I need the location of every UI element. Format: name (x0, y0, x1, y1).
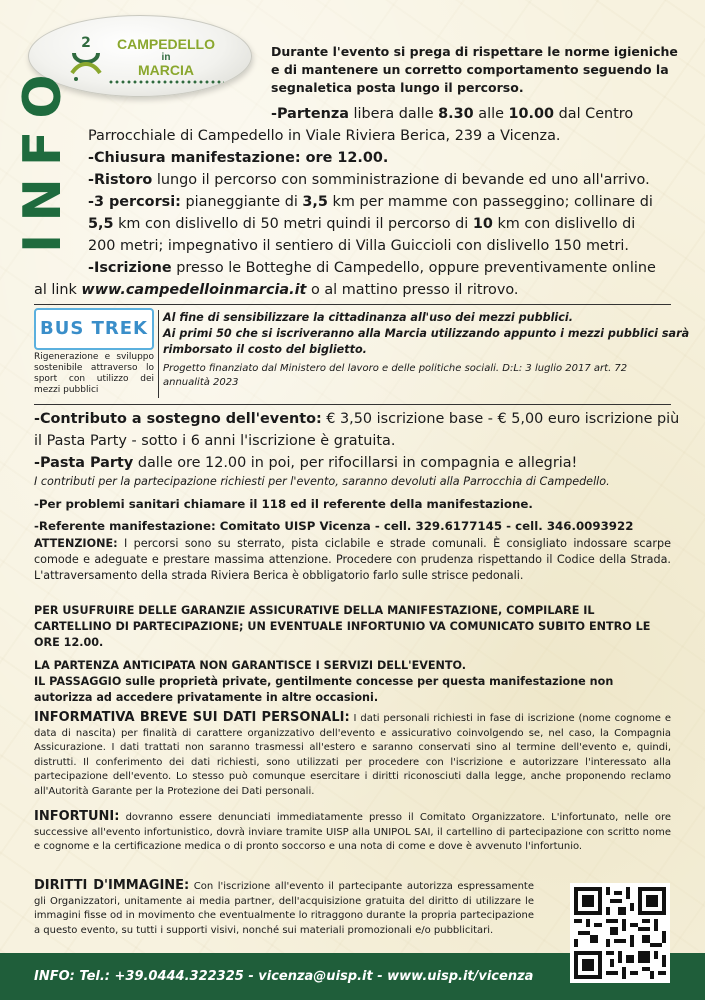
footer-contacts: INFO: Tel.: +39.0444.322325 - vicenza@uisp.it - www.uisp.it/vicenza (34, 969, 534, 984)
intro-line-2: e di mantenere un corretto comportamento seguendo la (271, 62, 669, 77)
iscrizione-text: presso le Botteghe di Campedello, oppure preventivamente online (171, 260, 656, 276)
percorsi-text-c: km con dislivello di 50 metri quindi il percorso di (113, 216, 473, 232)
referente-line: -Referente manifestazione: Comitato UISP Vicenza - cell. 329.6177145 - cell. 346.0093922 (34, 519, 634, 533)
chiusura-line: -Chiusura manifestazione: ore 12.00. (88, 150, 389, 166)
bustrek-note: Progetto finanziato dal Ministero del lavoro e delle politiche sociali. D:L: 3 luglio 2017 art. 72 annualità 2023 (163, 363, 628, 388)
contributo-line-1 (34, 408, 679, 431)
ristoro-text: lungo il percorso con somministrazione di bevande ed uno all'arrivo. (152, 172, 650, 188)
qr-code-icon (574, 887, 666, 979)
iscrizione-line-1 (88, 257, 656, 280)
bustrek-logo (34, 308, 154, 350)
percorsi-line-3: 200 metri; impegnativo il sentiero di Villa Guiccioli con dislivello 150 metri. (88, 238, 629, 254)
intro-line-1: Durante l'evento si prega di rispettare le norme igieniche (271, 44, 678, 59)
passaggio-block: IL PASSAGGIO sulle proprietà private, gentilmente concesse per questa manifestazione non autorizza ad accedere privatamente in altre occasioni. (34, 675, 614, 704)
informativa-block (34, 711, 671, 800)
bustrek-caption: Rigenerazione e sviluppo sostenibile attraverso lo sport con utilizzo dei mezzi pubblici (34, 352, 154, 395)
percorsi-line-2 (88, 213, 635, 236)
divider-bottom (34, 404, 671, 405)
partenza-line (271, 103, 633, 126)
logo-dots (108, 80, 224, 84)
attenzione-block (34, 536, 671, 584)
bustrek-line-1: Al fine di sensibilizzare la cittadinanza all'uso dei mezzi pubblici. (163, 311, 573, 324)
pasta-line (34, 452, 577, 475)
problemi-line: -Per problemi sanitari chiamare il 118 ed il referente della manifestazione. (34, 497, 533, 511)
percorsi-text-b: km per mamme con passeggino; collinare di (327, 194, 653, 210)
bustrek-line-3: rimborsato il costo del biglietto. (163, 343, 367, 356)
informativa-text: I dati personali richiesti in fase di iscrizione (nome cognome e data di nascita) per finalità di carattere organizzativo dell'evento e assicurativo coinvolgendo se, nel caso, la Compagnia Assicurazione. I dati trattati non saranno trasmessi all'estero e saranno conservati sino al termine dell'evento e, quindi, distrutti. Il conferimento dei dati richiesti, sono utilizzati per procedere con l'iscrizione e autorizzare l'interessato alla partecipazione dell'evento. Lo stesso può comunque esercitare i diritti riconosciuti dalla legge, anche proponendo reclamo all'Autorità Garante per la Protezione dei Dati personali. (34, 713, 671, 797)
pasta-label: -Pasta Party (34, 455, 134, 471)
partenza-time-end: 10.00 (508, 106, 555, 122)
pasta-note: I contributi per la partecipazione richiesti per l'evento, saranno devoluti alla Parrocchia di Campedello. (34, 475, 610, 488)
logo-line-2: in (161, 52, 171, 63)
iscrizione-line-2 (34, 279, 519, 302)
partenza-mid: alle (473, 106, 509, 122)
partenza-anticipata-line: LA PARTENZA ANTICIPATA NON GARANTISCE I SERVIZI DELL'EVENTO. (34, 659, 467, 672)
percorsi-label: -3 percorsi: (88, 194, 181, 210)
iscrizione-pre-link: al link (34, 282, 82, 298)
infortuni-text: dovranno essere denunciati immediatamente presso il Comitato Organizzatore. L'infortunato, nelle ore successive all'evento infortunistico, dovrà inviare tramite UISP alla UNIPOL SAI, il cartellino di partecipazione con scritto nome e cognome e la certificazione medica o di pronto soccorso e una nota di come e dove è avvenuto l'infortunio. (34, 812, 671, 853)
attenzione-label: ATTENZIONE: (34, 537, 118, 550)
infortuni-label: INFORTUNI: (34, 809, 120, 824)
contributo-text: € 3,50 iscrizione base - € 5,00 euro iscrizione più (321, 411, 680, 427)
percorsi-km-3: 10 (472, 216, 493, 232)
contributo-line-2: il Pasta Party - sotto i 6 anni l'iscrizione è gratuita. (34, 433, 396, 449)
diritti-label: DIRITTI D'IMMAGINE: (34, 878, 190, 893)
percorsi-km-1: 3,5 (302, 194, 328, 210)
percorsi-text-d: km con dislivello di (492, 216, 636, 232)
iscrizione-label: -Iscrizione (88, 260, 172, 276)
qr-code[interactable] (570, 883, 670, 983)
percorsi-line-1 (88, 191, 653, 214)
bustrek-line-2: Ai primi 50 che si iscriveranno alla Marcia utilizzando appunto i mezzi pubblici sarà (163, 327, 690, 340)
informativa-label: INFORMATIVA BREVE SUI DATI PERSONALI: (34, 710, 350, 725)
percorsi-km-2: 5,5 (88, 216, 114, 232)
iscrizione-link[interactable]: www.campedelloinmarcia.it (81, 282, 307, 298)
ristoro-label: -Ristoro (88, 172, 153, 188)
iscrizione-post-link: o al mattino presso il ritrovo. (306, 282, 519, 298)
attenzione-text: I percorsi sono su sterrato, pista ciclabile e strade comunali. È consigliato indossare scarpe comode e adeguate e prestare massima attenzione. Procedere con prudenza rispettando il Codice della Strada. L'attraversamento della strada Riviera Berica è obbligatorio farlo sulle strisce pedonali. (34, 537, 671, 582)
logo-line-3: MARCIA (138, 62, 194, 78)
partenza-post: dal Centro (554, 106, 634, 122)
infortuni-block (34, 810, 671, 855)
partenza-address: Parrocchiale di Campedello in Viale Riviera Berica, 239 a Vicenza. (88, 128, 561, 144)
info-vertical-title: INFO (13, 62, 73, 253)
contributo-label: -Contributo a sostegno dell'evento: (34, 411, 322, 427)
pasta-text: dalle ore 12.00 in poi, per rifocillarsi in compagnia e allegria! (133, 455, 578, 471)
diritti-block (34, 879, 534, 938)
logo-line-1: CAMPEDELLO (117, 36, 215, 52)
partenza-time-start: 8.30 (438, 106, 474, 122)
percorsi-text-a: pianeggiante di (180, 194, 303, 210)
bustrek-logo-text: BUS TREK (40, 318, 148, 339)
bustrek-divider (158, 310, 159, 398)
diritti-text: Con l'iscrizione all'evento il partecipante autorizza espressamente gli Organizzatori, unitamente ai media partner, dell'acquisizione gratuita del diritto di utilizzare le immagini fisse od in movimento che eventualmente lo ritraggono durante la propria partecipazione a questo evento, su tutti i supporti visivi, nonché sui materiali promozionali e/o pubblicitari. (34, 881, 534, 936)
ristoro-line (88, 169, 650, 192)
svg-text:2: 2 (81, 35, 91, 51)
divider-top (34, 304, 671, 305)
garanzie-block: PER USUFRUIRE DELLE GARANZIE ASSICURATIVE DELLA MANIFESTAZIONE, COMPILARE IL CARTELLINO DI PARTECIPAZIONE; UN EVENTUALE INFORTUNIO VA COMUNICATO SUBITO ENTRO LE ORE 12.00. (34, 604, 651, 649)
partenza-pre: libera dalle (348, 106, 439, 122)
partenza-label: -Partenza (271, 106, 349, 122)
bustrek-text (163, 310, 690, 390)
intro-line-3: segnaletica posta lungo il percorso. (271, 80, 524, 95)
